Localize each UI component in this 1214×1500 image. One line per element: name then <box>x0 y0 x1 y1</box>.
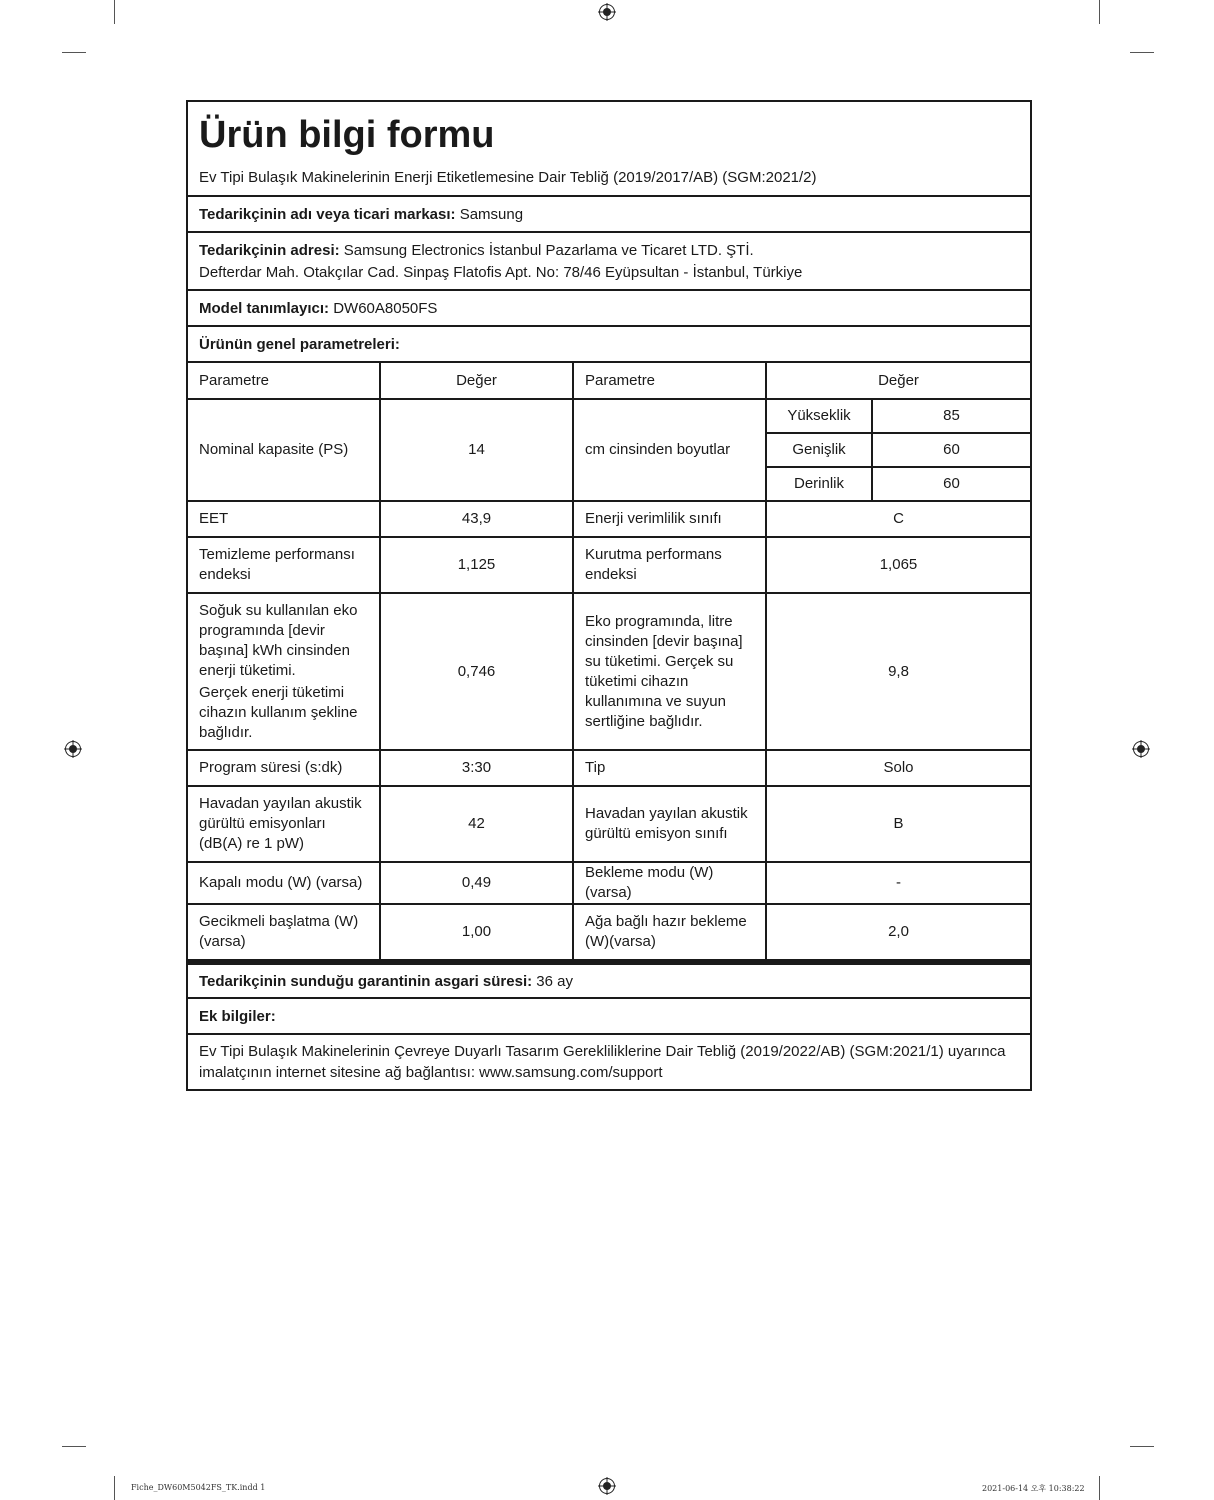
trim-mark <box>1130 1446 1154 1447</box>
supplier-address-line2: Defterdar Mah. Otakçılar Cad. Sinpaş Flatofis Apt. No: 78/46 Eyüpsultan - İstanbul, Türkiye <box>199 264 803 281</box>
off-mode-value: 0,49 <box>380 862 573 904</box>
energy-class-value: C <box>766 501 1030 537</box>
header-parameter-2: Parametre <box>573 363 766 399</box>
delay-start-value: 1,00 <box>380 904 573 960</box>
cleaning-performance-value: 1,125 <box>380 537 573 593</box>
water-consumption-label: Eko programında, litre cinsinden [devir başına] su tüketimi. Gerçek su tüketimi cihazın kullanımına ve suyun sertliğine bağlıdır. <box>573 593 766 750</box>
table-row <box>188 862 1030 904</box>
energy-consumption-value: 0,746 <box>380 593 573 750</box>
trim-mark <box>62 1446 86 1447</box>
supplier-address-line1: Samsung Electronics İstanbul Pazarlama ve Ticaret LTD. ŞTİ. <box>339 242 754 259</box>
parameters-table-row <box>188 363 1030 963</box>
water-consumption-value: 9,8 <box>766 593 1030 750</box>
supplier-address-label: Tedarikçinin adresi: <box>199 242 340 259</box>
delay-start-label: Gecikmeli başlatma (W) (varsa) <box>188 904 380 960</box>
energy-consumption-label <box>188 593 380 750</box>
depth-value: 60 <box>872 467 1030 501</box>
type-value: Solo <box>766 750 1030 786</box>
table-row <box>188 786 1030 862</box>
trim-mark <box>114 0 115 24</box>
eei-label: EET <box>188 501 380 537</box>
capacity-label: Nominal kapasite (PS) <box>188 399 380 501</box>
standby-value: - <box>766 862 1030 904</box>
height-label: Yükseklik <box>766 399 872 433</box>
supplier-name-label: Tedarikçinin adı veya ticari markası: <box>199 205 456 223</box>
warranty-value: 36 ay <box>532 972 573 990</box>
program-duration-value: 3:30 <box>380 750 573 786</box>
trim-mark <box>1099 1476 1100 1500</box>
parameters-table <box>188 363 1030 961</box>
table-row <box>188 537 1030 593</box>
noise-emission-value: 42 <box>380 786 573 862</box>
table-row <box>188 904 1030 960</box>
height-value: 85 <box>872 399 1030 433</box>
width-value: 60 <box>872 433 1030 467</box>
width-label: Genişlik <box>766 433 872 467</box>
network-standby-value: 2,0 <box>766 904 1030 960</box>
registration-mark-icon <box>1132 740 1150 758</box>
supplier-address-row <box>188 233 1030 291</box>
trim-mark <box>62 52 86 53</box>
table-row <box>188 501 1030 537</box>
registration-mark-icon <box>598 3 616 21</box>
registration-mark-icon <box>598 1477 616 1495</box>
additional-info-label: Ek bilgiler: <box>199 1007 276 1025</box>
depth-label: Derinlik <box>766 467 872 501</box>
registration-mark-icon <box>64 740 82 758</box>
header-value-2: Değer <box>766 363 1030 399</box>
standby-label: Bekleme modu (W) (varsa) <box>573 862 766 904</box>
slug-filename: Fiche_DW60M5042FS_TK.indd 1 <box>131 1483 266 1492</box>
model-value: DW60A8050FS <box>329 299 438 317</box>
form-header <box>188 102 1030 197</box>
general-params-row <box>188 327 1030 363</box>
energy-class-label: Enerji verimlilik sınıfı <box>573 501 766 537</box>
table-row <box>188 399 1030 433</box>
general-params-label: Ürünün genel parametreleri: <box>199 335 400 353</box>
trim-mark <box>1130 52 1154 53</box>
drying-performance-label: Kurutma performans endeksi <box>573 537 766 593</box>
noise-class-value: B <box>766 786 1030 862</box>
warranty-label: Tedarikçinin sunduğu garantinin asgari süresi: <box>199 972 533 990</box>
supplier-name-value: Samsung <box>455 205 524 223</box>
header-value-1: Değer <box>380 363 573 399</box>
additional-info-header-row <box>188 999 1030 1035</box>
table-header-row <box>188 363 1030 399</box>
table-row <box>188 593 1030 750</box>
energy-consumption-text: Soğuk su kullanılan eko programında [devir başına] kWh cinsinden enerji tüketimi. <box>199 601 358 679</box>
trim-mark <box>1099 0 1100 24</box>
table-row <box>188 750 1030 786</box>
cleaning-performance-label: Temizleme performansı endeksi <box>188 537 380 593</box>
additional-info-text: Ev Tipi Bulaşık Makinelerinin Çevreye Duyarlı Tasarım Gerekliliklerine Dair Tebliğ (2019/2022/AB) (SGM:2021/1) uyarınca imalatçının internet sitesine ağ bağlantısı: www.samsung.com/support <box>199 1043 1006 1081</box>
type-label: Tip <box>573 750 766 786</box>
off-mode-label: Kapalı modu (W) (varsa) <box>188 862 380 904</box>
page-title: Ürün bilgi formu <box>199 114 495 156</box>
network-standby-label: Ağa bağlı hazır bekleme (W)(varsa) <box>573 904 766 960</box>
dimensions-label: cm cinsinden boyutlar <box>573 399 766 501</box>
noise-class-label: Havadan yayılan akustik gürültü emisyon sınıfı <box>573 786 766 862</box>
capacity-value: 14 <box>380 399 573 501</box>
header-parameter-1: Parametre <box>188 363 380 399</box>
drying-performance-value: 1,065 <box>766 537 1030 593</box>
supplier-name-row <box>188 197 1030 233</box>
model-label: Model tanımlayıcı: <box>199 299 330 317</box>
energy-consumption-note: Gerçek enerji tüketimi cihazın kullanım şekline bağlıdır. <box>199 683 358 741</box>
additional-info-row <box>188 1035 1030 1089</box>
warranty-row <box>188 963 1030 999</box>
trim-mark <box>114 1476 115 1500</box>
program-duration-label: Program süresi (s:dk) <box>188 750 380 786</box>
regulation-subtitle: Ev Tipi Bulaşık Makinelerinin Enerji Etiketlemesine Dair Tebliğ (2019/2017/AB) (SGM:2021/2) <box>199 169 817 186</box>
noise-emission-label: Havadan yayılan akustik gürültü emisyonları (dB(A) re 1 pW) <box>188 786 380 862</box>
model-row <box>188 291 1030 327</box>
slug-timestamp: 2021-06-14 오후 10:38:22 <box>982 1484 1085 1493</box>
product-information-form <box>186 100 1032 1091</box>
eei-value: 43,9 <box>380 501 573 537</box>
